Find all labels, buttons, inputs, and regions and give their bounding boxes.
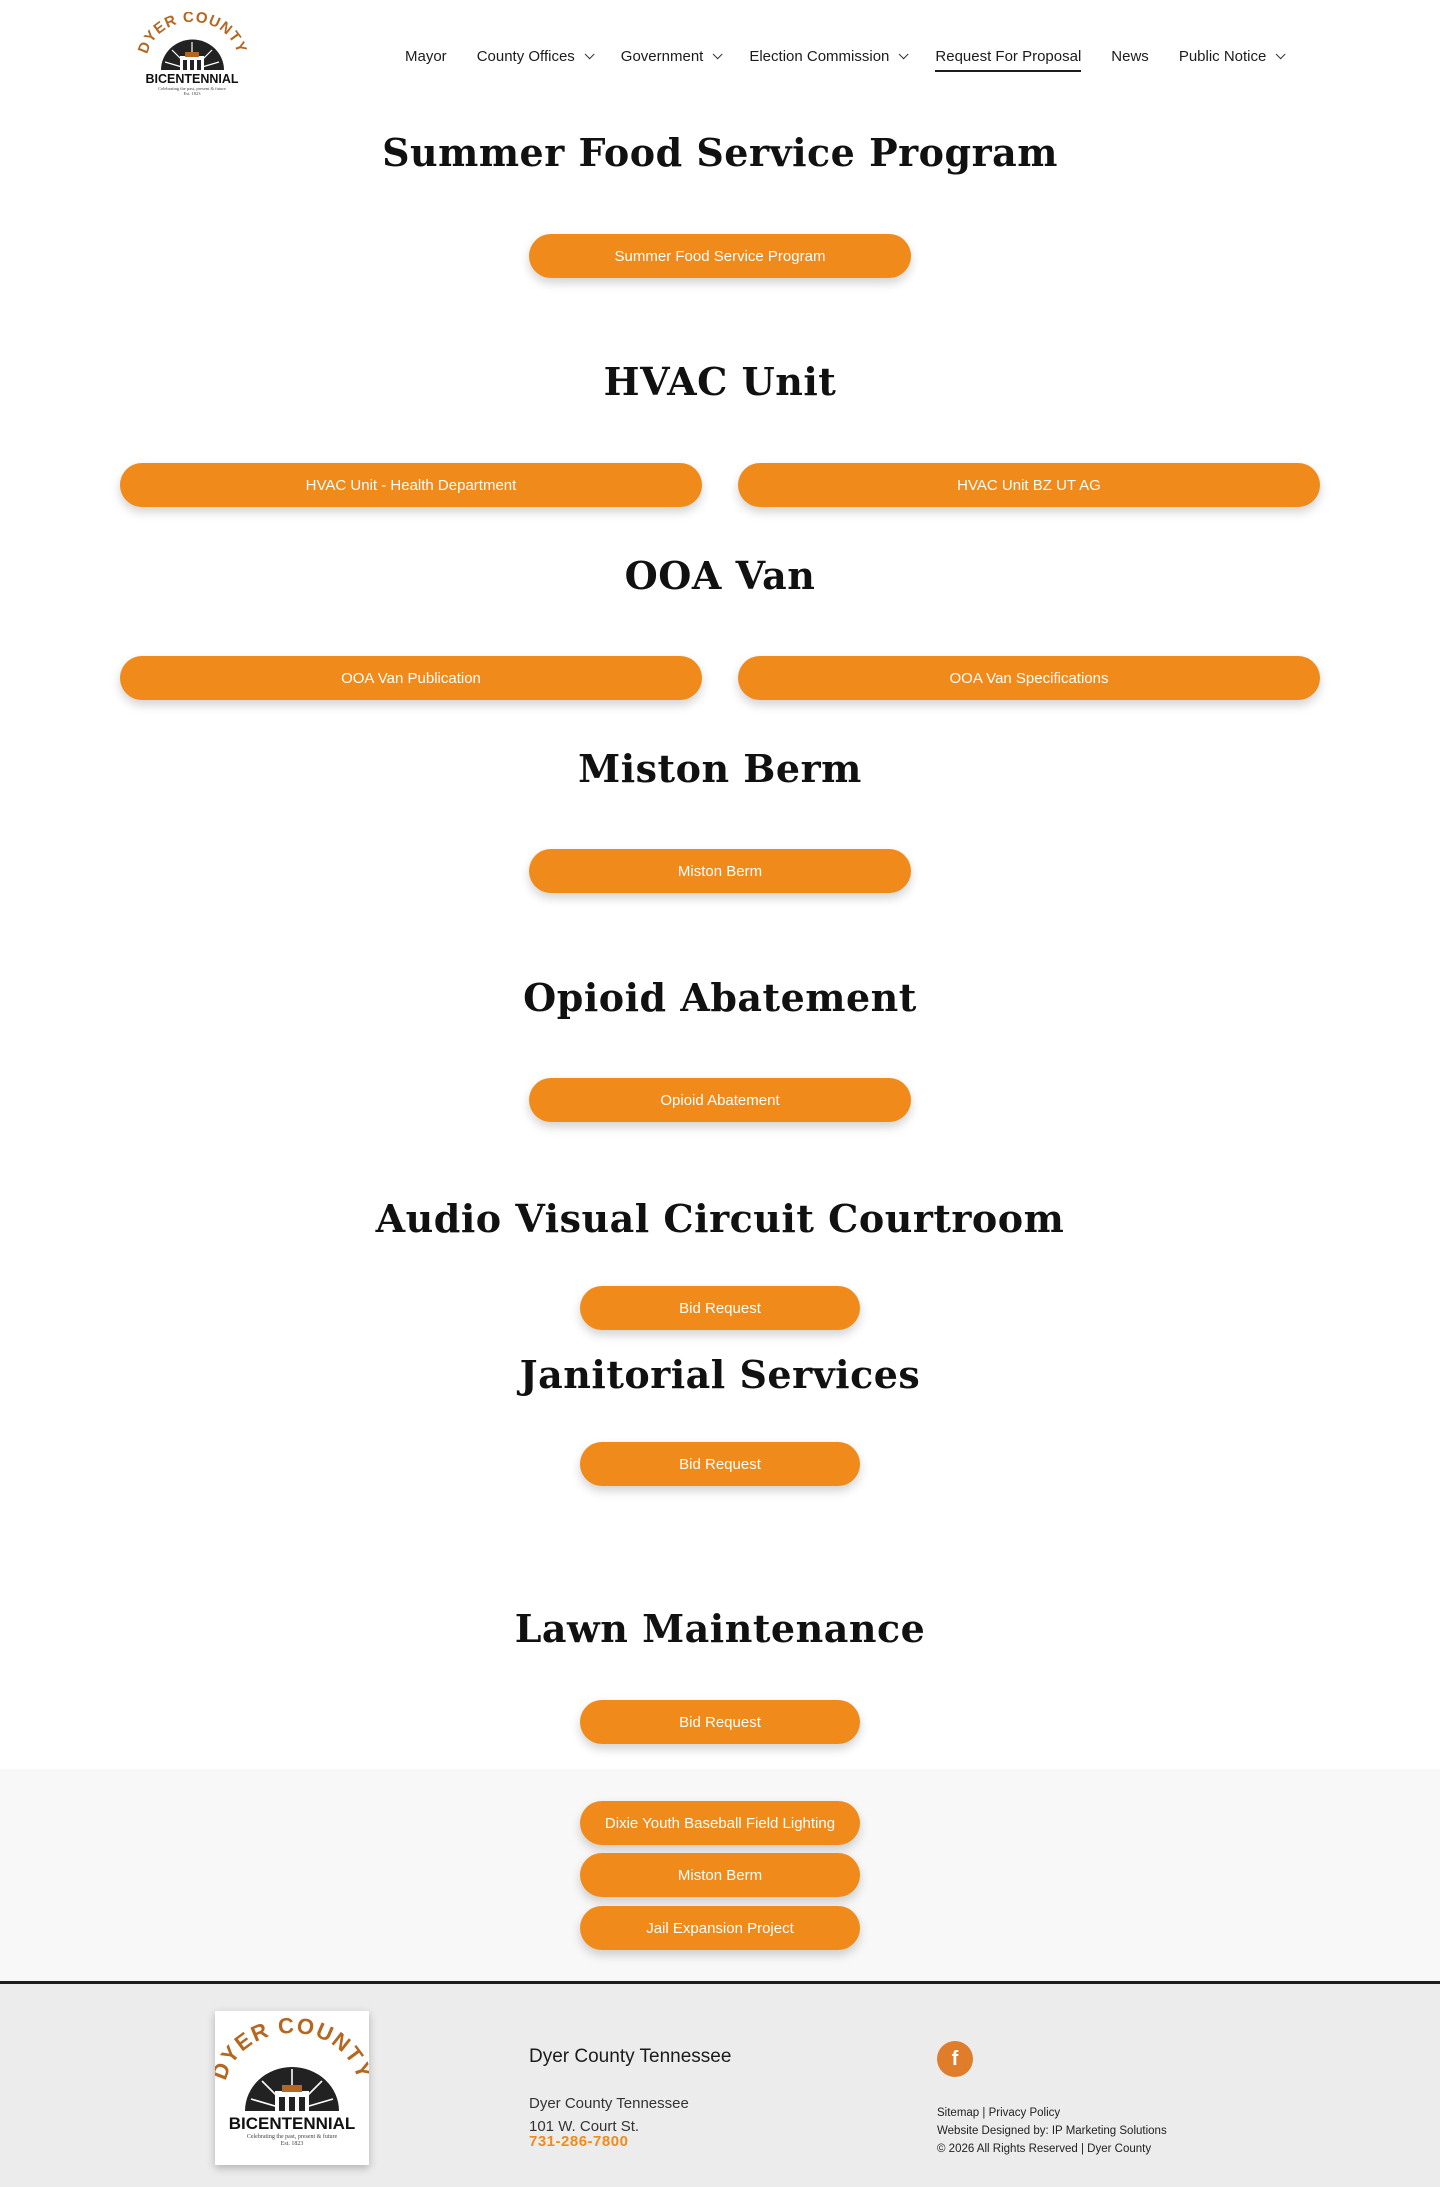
miston-berm-button[interactable]: Miston Berm [529,849,911,893]
jail-expansion-button[interactable]: Jail Expansion Project [580,1906,860,1950]
footer-designed-by[interactable]: Website Designed by: IP Marketing Solutions [937,2125,1167,2137]
bicentennial-logo-icon [215,2011,369,2165]
section-title-summer-food: Summer Food Service Program [382,130,1058,175]
footer-heading: Dyer County Tennessee [529,2046,732,2067]
footer-logo[interactable] [215,2011,369,2165]
footer-separator: | [982,2107,989,2119]
logo-main-text: BICENTENNIAL [145,72,239,86]
audio-visual-bid-request-button[interactable]: Bid Request [580,1286,860,1330]
nav-label: Public Notice [1178,47,1267,65]
chevron-down-icon [899,49,909,59]
footer-logo-main-text: BICENTENNIAL [228,2114,356,2133]
lawn-bid-request-button[interactable]: Bid Request [580,1700,860,1744]
chevron-down-icon [584,49,594,59]
footer-logo-tagline: Celebrating the past, present & future [246,2134,338,2140]
privacy-policy-link[interactable]: Privacy Policy [988,2107,1061,2119]
section-title-ooa-van: OOA Van [624,553,816,598]
footer-legal-links [937,2107,1060,2119]
footer-address-street: 101 W. Court St. [529,2118,640,2135]
section-title-audio-visual: Audio Visual Circuit Courtroom [375,1196,1065,1241]
nav-label: County Offices [476,47,575,65]
logo-tagline: Celebrating the past, present & future [158,86,226,91]
logo-est: Est. 1823 [183,91,201,96]
bicentennial-logo-icon [135,12,250,96]
section-title-opioid: Opioid Abatement [523,975,917,1020]
main-nav [405,46,1312,70]
janitorial-bid-request-button[interactable]: Bid Request [580,1442,860,1486]
nav-label: News [1111,47,1149,65]
chevron-down-icon [1276,49,1286,59]
nav-item-mayor[interactable] [405,48,447,69]
nav-item-request-for-proposal[interactable] [935,48,1081,69]
nav-label: Mayor [405,47,447,65]
footer-logo-est: Est. 1823 [280,2141,304,2147]
section-title-miston-berm: Miston Berm [578,746,862,791]
opioid-abatement-button[interactable]: Opioid Abatement [529,1078,911,1122]
logo-top-text: DYER COUNTY [135,12,250,56]
site-footer [0,1981,1440,2187]
nav-label: Election Commission [749,47,890,65]
nav-item-public-notice[interactable] [1179,48,1283,69]
footer-copyright: © 2026 All Rights Reserved | Dyer County [937,2143,1152,2155]
footer-phone-link[interactable]: 731-286-7800 [529,2133,629,2150]
section-title-janitorial: Janitorial Services [519,1352,921,1397]
hvac-health-department-button[interactable]: HVAC Unit - Health Department [120,463,702,507]
miston-berm-link-button[interactable]: Miston Berm [580,1853,860,1897]
chevron-down-icon [713,49,723,59]
nav-item-news[interactable] [1111,48,1149,69]
facebook-icon[interactable]: f [937,2041,973,2077]
dixie-youth-baseball-button[interactable]: Dixie Youth Baseball Field Lighting [580,1801,860,1845]
nav-item-government[interactable] [621,48,720,69]
nav-item-election-commission[interactable] [749,48,905,69]
ooa-van-publication-button[interactable]: OOA Van Publication [120,656,702,700]
nav-label: Request For Proposal [935,47,1082,65]
sitemap-link[interactable]: Sitemap [937,2107,980,2119]
nav-item-county-offices[interactable] [477,48,591,69]
hvac-bz-ut-ag-button[interactable]: HVAC Unit BZ UT AG [738,463,1320,507]
section-title-lawn: Lawn Maintenance [514,1606,926,1651]
ooa-van-specifications-button[interactable]: OOA Van Specifications [738,656,1320,700]
section-title-hvac: HVAC Unit [603,359,837,404]
summer-food-button[interactable]: Summer Food Service Program [529,234,911,278]
footer-address-name: Dyer County Tennessee [529,2095,689,2112]
footer-logo-top-text: YER COUNT [215,2012,369,2069]
nav-label: Government [620,47,704,65]
site-logo[interactable] [135,12,250,96]
site-header [0,0,1440,115]
